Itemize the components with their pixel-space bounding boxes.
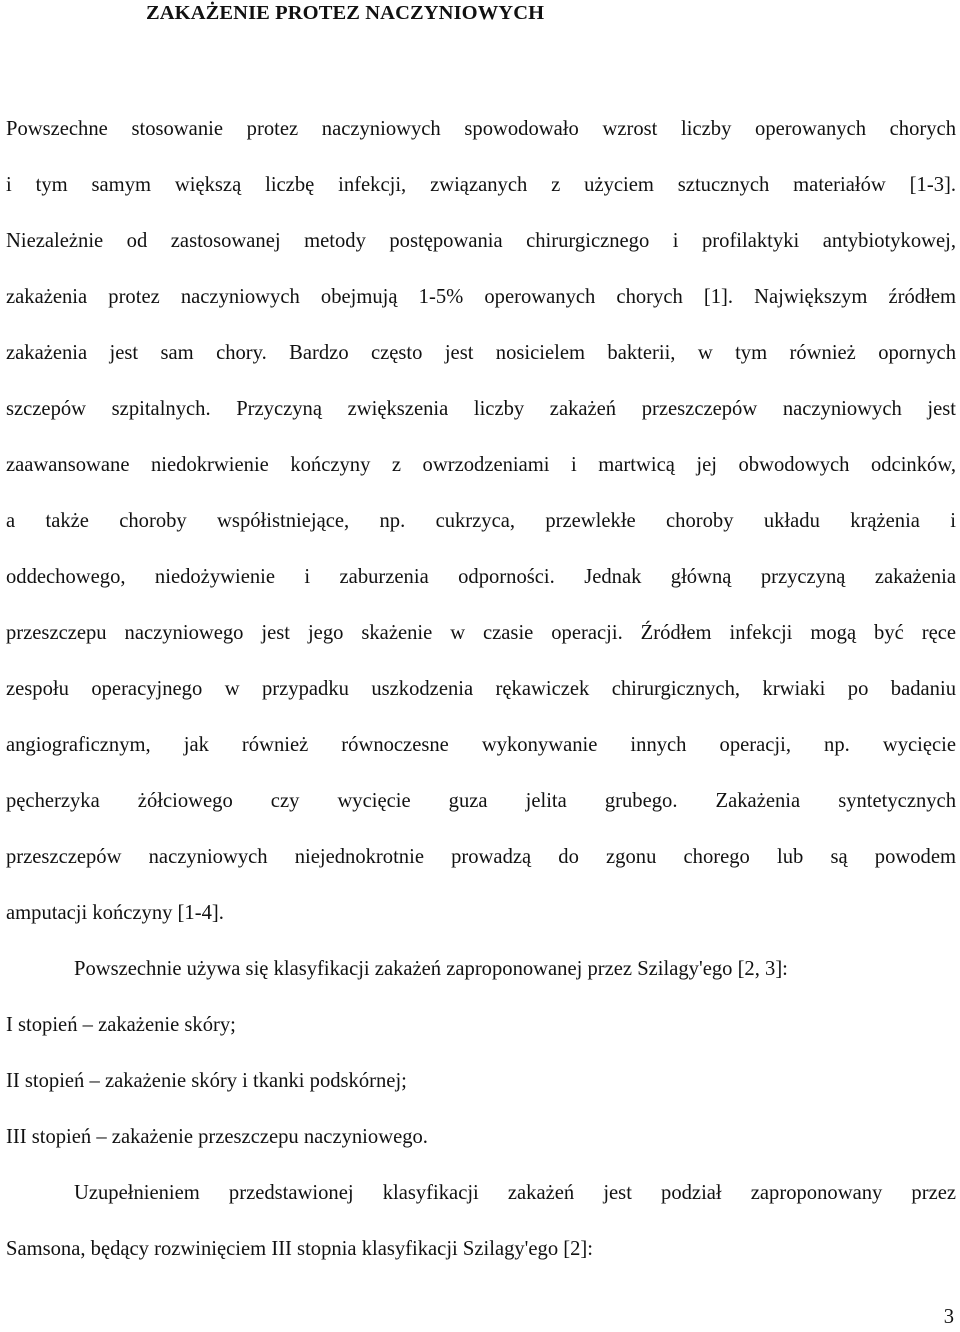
text-line: przeszczepów naczyniowych niejednokrotnie prowadzą do zgonu chorego lub są powodem bbox=[6, 846, 956, 868]
text-line: przeszczepu naczyniowego jest jego skażenie w czasie operacji. Źródłem infekcji mogą być ręce bbox=[6, 622, 956, 644]
text-line: amputacji kończyny [1-4]. bbox=[6, 902, 224, 924]
text-line: Powszechnie używa się klasyfikacji zakażeń zaproponowanej przez Szilagy'ego [2, 3]: bbox=[74, 958, 788, 980]
text-line: Powszechne stosowanie protez naczyniowych spowodowało wzrost liczby operowanych chorych bbox=[6, 118, 956, 140]
text-line: angiograficznym, jak również równoczesne wykonywanie innych operacji, np. wycięcie bbox=[6, 734, 956, 756]
classification-list bbox=[6, 997, 956, 1165]
page-number: 3 bbox=[943, 1306, 954, 1328]
list-item: III stopień – zakażenie przeszczepu naczyniowego. bbox=[6, 1126, 428, 1148]
text-line: a także choroby współistniejące, np. cukrzyca, przewlekłe choroby układu krążenia i bbox=[6, 510, 956, 532]
list-item: I stopień – zakażenie skóry; bbox=[6, 1014, 236, 1036]
text-line: zaawansowane niedokrwienie kończyny z owrzodzeniami i martwicą jej obwodowych odcinków, bbox=[6, 454, 956, 476]
text-line: zespołu operacyjnego w przypadku uszkodzenia rękawiczek chirurgicznych, krwiaki po badaniu bbox=[6, 678, 956, 700]
text-line: zakażenia jest sam chory. Bardzo często jest nosicielem bakterii, w tym również opornych bbox=[6, 342, 956, 364]
text-line: Niezależnie od zastosowanej metody postępowania chirurgicznego i profilaktyki antybiotykowej, bbox=[6, 230, 956, 252]
paragraph-classification-intro bbox=[6, 941, 956, 997]
text-line: Uzupełnieniem przedstawionej klasyfikacji zakażeń jest podział zaproponowany przez bbox=[74, 1182, 956, 1204]
text-line: Samsona, będący rozwinięciem III stopnia klasyfikacji Szilagy'ego [2]: bbox=[6, 1238, 594, 1260]
paragraph-samson bbox=[6, 1165, 956, 1277]
page-title: ZAKAŻENIE PROTEZ NACZYNIOWYCH bbox=[146, 2, 545, 24]
text-line: i tym samym większą liczbę infekcji, związanych z użyciem sztucznych materiałów [1-3]. bbox=[6, 174, 956, 196]
paragraph-intro bbox=[6, 101, 956, 941]
list-item: II stopień – zakażenie skóry i tkanki podskórnej; bbox=[6, 1070, 407, 1092]
text-line: szczepów szpitalnych. Przyczyną zwiększenia liczby zakażeń przeszczepów naczyniowych jest bbox=[6, 398, 956, 420]
text-line: pęcherzyka żółciowego czy wycięcie guza jelita grubego. Zakażenia syntetycznych bbox=[6, 790, 956, 812]
text-line: zakażenia protez naczyniowych obejmują 1-5% operowanych chorych [1]. Największym źródłem bbox=[6, 286, 956, 308]
text-line: oddechowego, niedożywienie i zaburzenia odporności. Jednak główną przyczyną zakażenia bbox=[6, 566, 956, 588]
